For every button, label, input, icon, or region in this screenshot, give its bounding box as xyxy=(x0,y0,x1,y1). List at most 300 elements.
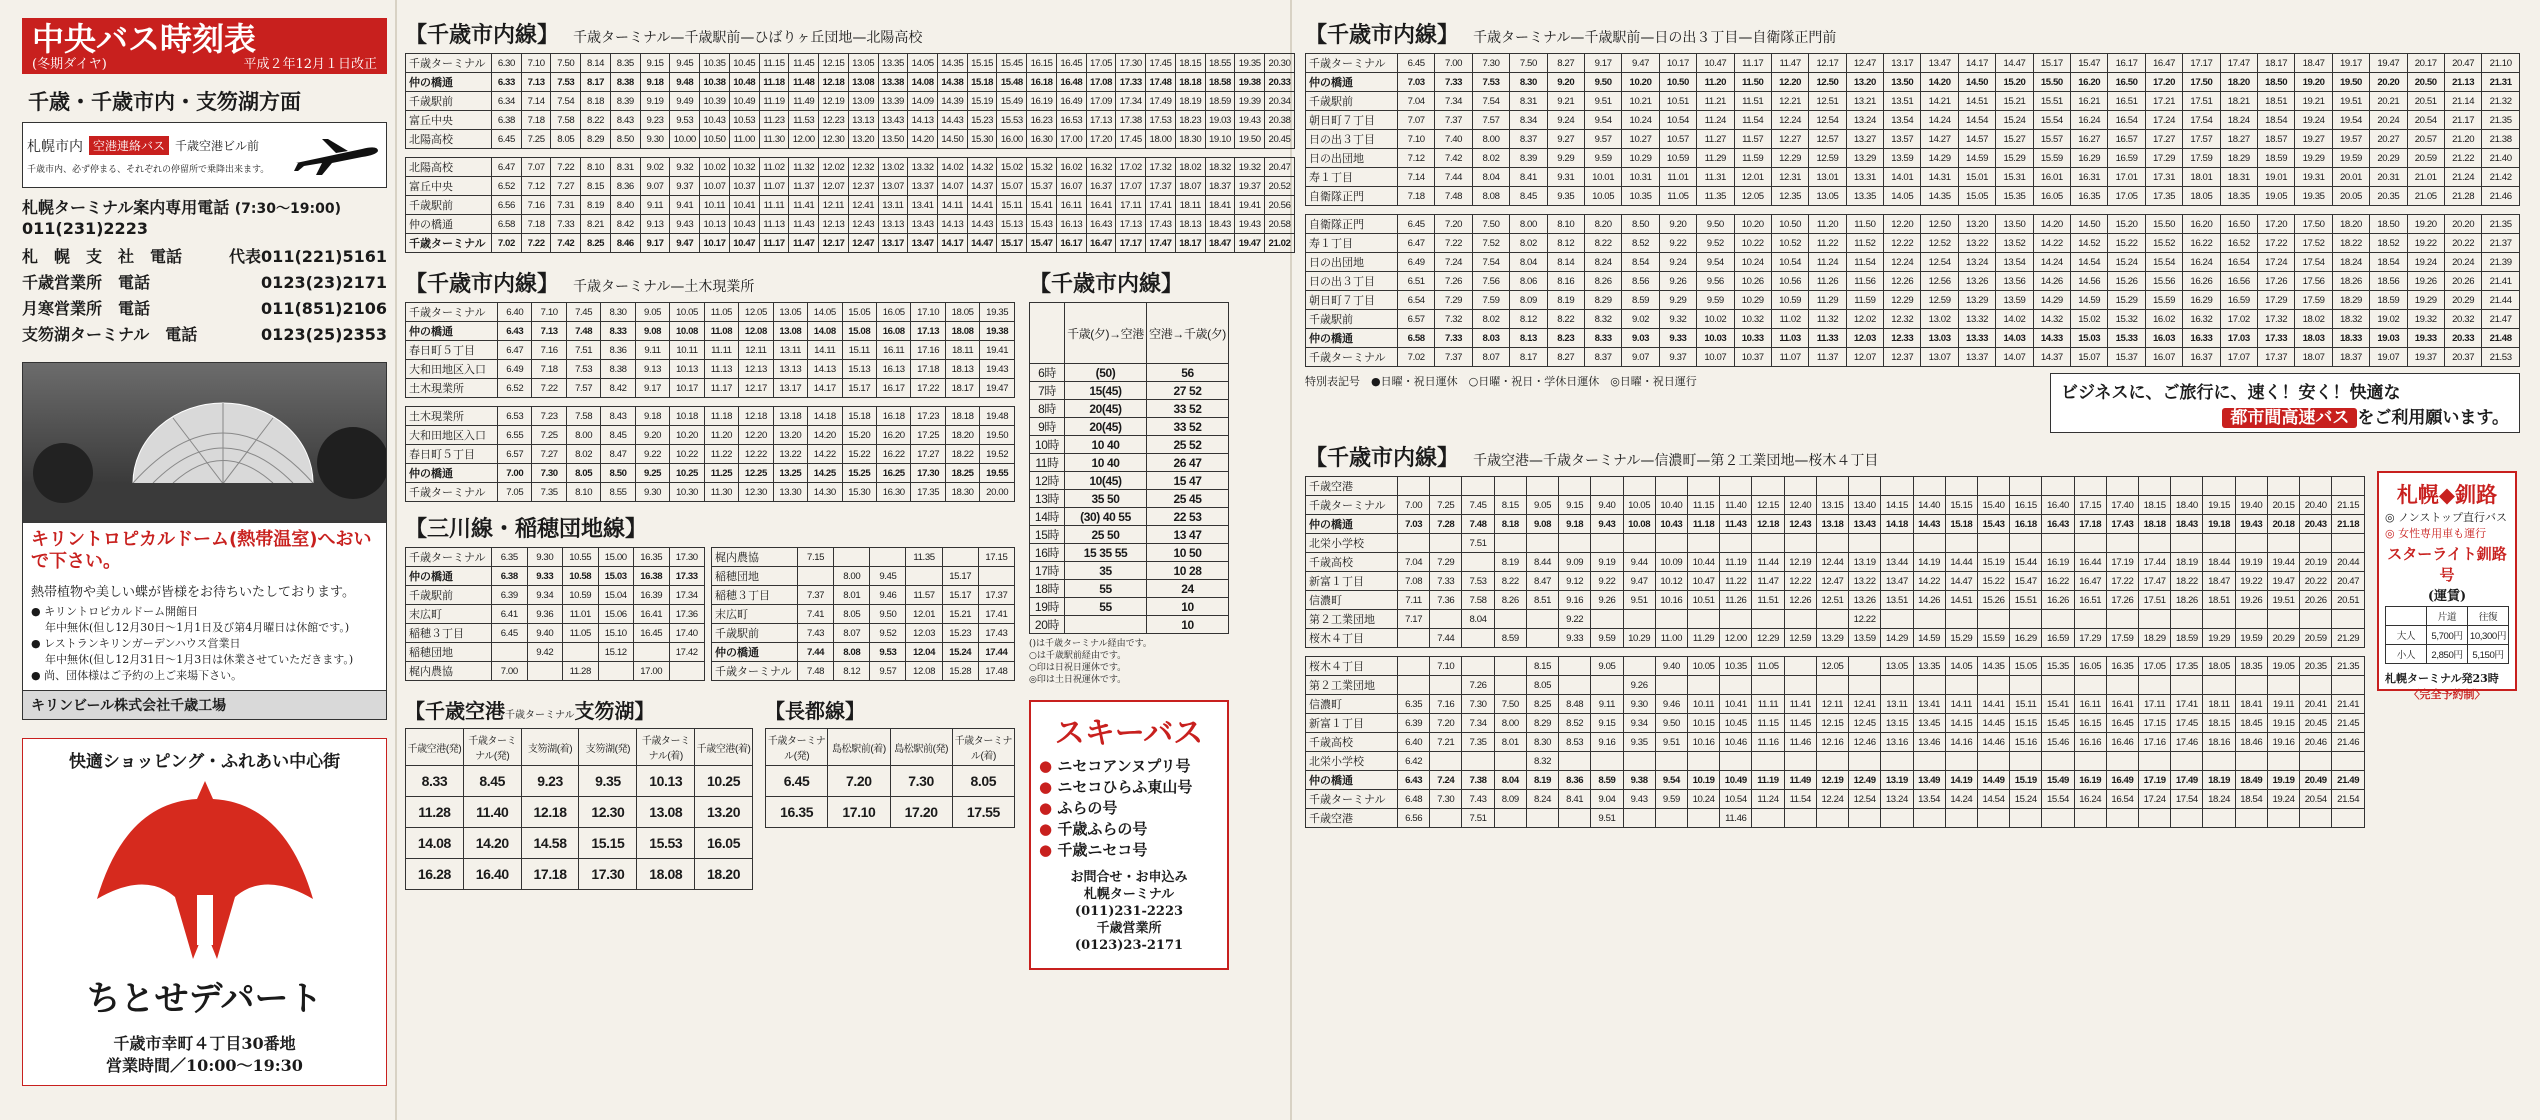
time-cell: 11.50 xyxy=(1846,215,1883,234)
hour-cell: 17時 xyxy=(1030,562,1065,580)
time-cell: 10.43 xyxy=(729,215,759,234)
table-row xyxy=(406,548,705,567)
time-cell: 8.22 xyxy=(1494,572,1526,591)
time-cell: 19.43 xyxy=(2235,515,2267,534)
dept-address: 千歳市幸町４丁目30番地 xyxy=(113,1034,296,1053)
time-cell: 16.29 xyxy=(2071,149,2108,168)
time-cell: 8.33 xyxy=(406,766,464,797)
time-cell: 15.54 xyxy=(2042,790,2074,809)
station-name: 千歳ターミナル xyxy=(406,54,492,73)
time-cell: 17.59 xyxy=(2295,291,2332,310)
time-cell: 6.45 xyxy=(492,624,528,643)
time-cell: 17.43 xyxy=(1146,215,1176,234)
table-row xyxy=(1306,215,2520,234)
time-cell: 9.42 xyxy=(527,643,563,662)
time-cell: 11.13 xyxy=(759,215,789,234)
time-cell: 15.37 xyxy=(2108,348,2145,367)
time-cell: 15.27 xyxy=(1996,130,2033,149)
time-cell: 18.20 xyxy=(695,859,753,890)
time-cell: 8.33 xyxy=(601,322,635,341)
time-cell: 19.37 xyxy=(1235,177,1265,196)
time-cell: 11.37 xyxy=(789,177,819,196)
time-cell: 17.44 xyxy=(978,643,1014,662)
dept-logo-icon xyxy=(85,779,325,969)
time-cell: 20.59 xyxy=(2407,149,2444,168)
station-name: 朝日町７丁目 xyxy=(1306,111,1398,130)
time-cell: 15.17 xyxy=(942,567,978,586)
time-cell: 18.47 xyxy=(1205,234,1235,253)
time-cell: 11.46 xyxy=(1784,733,1816,752)
time-cell: 9.49 xyxy=(670,92,700,111)
time-cell xyxy=(1881,610,1913,629)
time-cell xyxy=(2235,809,2267,828)
time-cell: 6.40 xyxy=(1398,733,1430,752)
time-cell: 14.32 xyxy=(2033,310,2070,329)
time-cell: 13.24 xyxy=(1846,111,1883,130)
time-cell xyxy=(2074,809,2106,828)
station-name: 日の出団地 xyxy=(1306,149,1398,168)
time-cell: 17.59 xyxy=(2183,149,2220,168)
ski-item: ● ふらの号 xyxy=(1039,799,1118,817)
time-cell: 16.37 xyxy=(1086,177,1116,196)
time-cell: 15.21 xyxy=(942,605,978,624)
time-cell xyxy=(834,548,870,567)
time-cell: 7.50 xyxy=(1494,695,1526,714)
time-cell: 8.34 xyxy=(1510,111,1547,130)
time-cell: 7.51 xyxy=(1462,809,1494,828)
time-cell: 6.45 xyxy=(492,130,522,149)
time-cell: 9.21 xyxy=(1547,92,1584,111)
time-cell: 8.32 xyxy=(1584,310,1621,329)
time-cell: 20.31 xyxy=(2370,168,2407,187)
time-cell: 18.16 xyxy=(2203,733,2235,752)
kirin-headline: キリントロピカルドーム(熱帯温室)へおいで下さい。 xyxy=(31,529,372,572)
time-cell: 14.24 xyxy=(2033,253,2070,272)
time-cell: 10.48 xyxy=(729,73,759,92)
minute-cell: 10(45) xyxy=(1065,472,1147,490)
time-cell: 14.17 xyxy=(808,379,842,398)
time-cell: 7.29 xyxy=(1435,291,1472,310)
time-cell: 17.31 xyxy=(2145,168,2182,187)
timetable-s4 xyxy=(405,728,753,890)
time-cell: 9.34 xyxy=(527,586,563,605)
time-cell: 17.37 xyxy=(1146,177,1176,196)
table-row xyxy=(1306,790,2365,809)
ski-contact-line: 千歳営業所 xyxy=(1096,921,1162,936)
time-cell: 16.17 xyxy=(2108,54,2145,73)
time-cell: 18.59 xyxy=(2257,149,2294,168)
time-cell: 16.52 xyxy=(2220,234,2257,253)
time-cell: 14.50 xyxy=(938,130,968,149)
time-cell: 17.22 xyxy=(2257,234,2294,253)
timetable-s8 xyxy=(1305,476,2365,648)
station-name: 千歳高校 xyxy=(1306,733,1398,752)
time-cell: 11.02 xyxy=(759,158,789,177)
column-header: 千歳ターミナル(着) xyxy=(952,729,1014,766)
time-cell: 8.40 xyxy=(610,196,640,215)
time-cell: 8.30 xyxy=(1526,733,1558,752)
time-cell: 12.26 xyxy=(1784,591,1816,610)
time-cell xyxy=(1720,752,1752,771)
time-cell: 13.25 xyxy=(773,464,807,483)
time-cell: 20.57 xyxy=(2407,130,2444,149)
section-dest: 支笏湖】 xyxy=(574,699,655,723)
time-cell: 14.02 xyxy=(938,158,968,177)
ski-title: スキーバス xyxy=(1054,716,1204,751)
time-cell: 10.26 xyxy=(1734,272,1771,291)
time-cell: 13.47 xyxy=(1921,54,1958,73)
time-cell: 13.11 xyxy=(878,196,908,215)
time-cell: 19.24 xyxy=(2407,253,2444,272)
time-cell: 6.40 xyxy=(498,303,532,322)
time-cell: 20.20 xyxy=(2444,215,2481,234)
time-cell: 16.31 xyxy=(2071,168,2108,187)
time-cell: 11.26 xyxy=(1809,272,1846,291)
time-cell: 21.41 xyxy=(2482,272,2520,291)
time-cell: 19.32 xyxy=(1235,158,1265,177)
time-cell: 10.51 xyxy=(1687,591,1719,610)
time-cell xyxy=(2235,610,2267,629)
time-cell: 13.07 xyxy=(1921,348,1958,367)
time-cell: 15.07 xyxy=(997,177,1027,196)
time-cell xyxy=(1430,477,1462,496)
time-cell: 11.19 xyxy=(1752,771,1784,790)
time-cell: 9.40 xyxy=(1591,496,1623,515)
time-cell: 7.10 xyxy=(532,303,566,322)
time-cell: 13.11 xyxy=(1881,695,1913,714)
time-cell xyxy=(2074,477,2106,496)
time-cell: 11.16 xyxy=(1752,733,1784,752)
time-cell xyxy=(2106,534,2138,553)
time-cell: 16.00 xyxy=(997,130,1027,149)
time-cell: 6.45 xyxy=(1398,54,1435,73)
time-cell: 8.42 xyxy=(610,215,640,234)
kirin-bullets xyxy=(31,604,378,684)
time-cell: 20.35 xyxy=(2370,187,2407,206)
time-cell: 8.00 xyxy=(834,567,870,586)
time-cell: 11.52 xyxy=(1846,234,1883,253)
route-box-origin: 札幌市内 xyxy=(27,138,83,155)
time-cell: 20.26 xyxy=(2444,272,2481,291)
time-cell: 10.19 xyxy=(1687,771,1719,790)
time-cell: 11.57 xyxy=(906,586,942,605)
time-cell: 9.32 xyxy=(670,158,700,177)
timetable-s7-return xyxy=(1305,214,2520,367)
time-cell: 13.07 xyxy=(878,177,908,196)
time-cell: 15.15 xyxy=(2010,714,2042,733)
time-cell: 14.05 xyxy=(1884,187,1921,206)
time-cell: 17.53 xyxy=(1146,111,1176,130)
table-row xyxy=(406,662,705,681)
station-name: 稲穂団地 xyxy=(406,643,492,662)
time-cell: 12.05 xyxy=(1816,657,1848,676)
time-cell: 18.21 xyxy=(2220,92,2257,111)
time-cell: 17.30 xyxy=(669,548,705,567)
time-cell: 13.54 xyxy=(1913,790,1945,809)
hour-cell: 20時 xyxy=(1030,616,1065,634)
time-cell: 17.47 xyxy=(1146,234,1176,253)
time-cell: 10.50 xyxy=(1659,73,1696,92)
time-cell: 10.35 xyxy=(1622,187,1659,206)
time-cell xyxy=(1559,534,1591,553)
time-cell: 18.52 xyxy=(2370,234,2407,253)
station-name: 新富１丁目 xyxy=(1306,572,1398,591)
time-cell: 16.35 xyxy=(2071,187,2108,206)
fare-cell: 10,300円 xyxy=(2468,626,2509,645)
time-cell: 12.20 xyxy=(739,426,773,445)
time-cell: 16.21 xyxy=(2071,92,2108,111)
note-line: ◎印は土日祝運休です。 xyxy=(1029,675,1127,685)
time-cell: 12.03 xyxy=(906,624,942,643)
time-cell: 7.33 xyxy=(1430,572,1462,591)
kirin-bullet: ● キリントロピカルドーム開館日 xyxy=(31,605,199,618)
time-cell: 11.32 xyxy=(789,158,819,177)
time-cell: 13.20 xyxy=(1846,73,1883,92)
table-row xyxy=(1306,733,2365,752)
time-cell: 17.30 xyxy=(579,859,637,890)
time-cell xyxy=(2235,752,2267,771)
time-cell: 21.24 xyxy=(2444,168,2481,187)
ski-contact-line: (0123)23-2171 xyxy=(1074,938,1184,953)
table-row xyxy=(1306,534,2365,553)
ski-item-text: 千歳ふらの号 xyxy=(1057,820,1148,838)
table-row xyxy=(1306,187,2520,206)
time-cell: 12.41 xyxy=(848,196,878,215)
time-cell: 9.04 xyxy=(1591,790,1623,809)
kirin-bullet-text: 年中無休(但し12月30日〜1月1日及び第4月曜日は休館です。) xyxy=(45,621,350,634)
time-cell: 17.17 xyxy=(2183,54,2220,73)
time-cell: 9.54 xyxy=(1697,253,1734,272)
time-cell: 16.13 xyxy=(876,360,910,379)
time-cell: 15.21 xyxy=(1996,92,2033,111)
station-name: 仲の橋通 xyxy=(406,464,498,483)
time-cell xyxy=(2106,477,2138,496)
time-cell: 12.07 xyxy=(1846,348,1883,367)
time-cell: 7.45 xyxy=(566,303,600,322)
time-cell xyxy=(2203,752,2235,771)
table-row xyxy=(1306,572,2365,591)
time-cell: 17.30 xyxy=(911,464,945,483)
time-cell: 17.29 xyxy=(2257,291,2294,310)
time-cell: 14.46 xyxy=(1977,733,2009,752)
station-name: 千歳ターミナル xyxy=(406,483,498,502)
time-cell: 18.15 xyxy=(1175,54,1205,73)
time-cell: 9.20 xyxy=(635,426,669,445)
time-cell: 13.18 xyxy=(1816,515,1848,534)
time-cell: 15.48 xyxy=(997,73,1027,92)
station-name: 千歳駅前 xyxy=(406,92,492,111)
time-cell: 13.27 xyxy=(1846,130,1883,149)
time-cell: 17.20 xyxy=(2257,215,2294,234)
time-cell: 13.08 xyxy=(773,322,807,341)
time-cell: 12.30 xyxy=(579,797,637,828)
time-cell: 8.56 xyxy=(1622,272,1659,291)
time-cell: 21.53 xyxy=(2482,348,2520,367)
hour-cell: 10時 xyxy=(1030,436,1065,454)
time-cell: 9.40 xyxy=(527,624,563,643)
time-cell: 10.22 xyxy=(670,445,704,464)
time-cell: 14.33 xyxy=(2033,329,2070,348)
time-cell: 17.24 xyxy=(2139,790,2171,809)
time-cell: 19.05 xyxy=(2267,657,2299,676)
time-cell: 19.43 xyxy=(1235,111,1265,130)
time-cell xyxy=(1784,477,1816,496)
time-cell: 15.04 xyxy=(598,586,634,605)
time-cell: 17.38 xyxy=(1116,111,1146,130)
time-cell: 12.44 xyxy=(1816,553,1848,572)
time-cell: 9.57 xyxy=(870,662,906,681)
time-cell xyxy=(1462,553,1494,572)
time-cell: 11.29 xyxy=(1697,149,1734,168)
time-cell: 16.05 xyxy=(876,303,910,322)
time-cell: 16.54 xyxy=(2220,253,2257,272)
minute-cell: 13 47 xyxy=(1147,526,1229,544)
time-cell: 15.17 xyxy=(2033,54,2070,73)
time-cell: 17.54 xyxy=(2295,253,2332,272)
time-cell: 12.02 xyxy=(819,158,849,177)
time-cell: 17.40 xyxy=(669,624,705,643)
time-cell: 16.47 xyxy=(2145,54,2182,73)
time-cell: 17.17 xyxy=(1116,234,1146,253)
time-cell: 11.35 xyxy=(1697,187,1734,206)
time-cell: 12.20 xyxy=(1884,215,1921,234)
time-cell: 10.20 xyxy=(1622,73,1659,92)
time-cell: 14.07 xyxy=(938,177,968,196)
time-cell xyxy=(2235,477,2267,496)
time-cell: 9.20 xyxy=(1547,73,1584,92)
time-cell xyxy=(1945,610,1977,629)
ski-contact-line: 札幌ターミナル xyxy=(1083,887,1175,902)
station-name: 土木現業所 xyxy=(406,407,498,426)
section-route: 千歳ターミナル—土木現業所 xyxy=(573,279,755,295)
time-cell: 16.50 xyxy=(2220,215,2257,234)
table-row xyxy=(406,624,705,643)
time-cell: 17.35 xyxy=(911,483,945,502)
time-cell: 13.13 xyxy=(773,360,807,379)
kirin-bullet-text: 年中無休(但し12月31日〜1月3日は休業させていただきます。) xyxy=(45,653,354,666)
table-row xyxy=(1306,168,2520,187)
time-cell: 7.37 xyxy=(1435,111,1472,130)
time-cell xyxy=(1816,610,1848,629)
time-cell: 20.21 xyxy=(2370,92,2407,111)
time-cell xyxy=(2300,752,2332,771)
time-cell: 18.37 xyxy=(2332,348,2369,367)
time-cell: 13.50 xyxy=(878,130,908,149)
time-cell: 8.50 xyxy=(1622,215,1659,234)
hour-cell: 18時 xyxy=(1030,580,1065,598)
time-cell: 13.45 xyxy=(1913,714,1945,733)
time-cell: 16.01 xyxy=(2033,168,2070,187)
contact-label: 札幌ターミナル案内専用電話 xyxy=(22,198,230,217)
time-cell: 19.50 xyxy=(1235,130,1265,149)
time-cell: 11.18 xyxy=(704,407,738,426)
time-cell xyxy=(1623,534,1655,553)
time-cell: 16.16 xyxy=(2074,733,2106,752)
time-cell: 18.22 xyxy=(2332,234,2369,253)
time-cell: 13.47 xyxy=(1881,572,1913,591)
time-cell: 21.54 xyxy=(2332,790,2365,809)
time-cell: 9.18 xyxy=(1559,515,1591,534)
time-cell xyxy=(1784,676,1816,695)
time-cell: 12.13 xyxy=(819,215,849,234)
time-cell: 15.29 xyxy=(1996,149,2033,168)
time-cell: 13.59 xyxy=(1849,629,1881,648)
section-route: 千歳空港—千歳ターミナル—信濃町—第２工業団地—桜木４丁目 xyxy=(1473,453,1879,469)
time-cell xyxy=(1977,752,2009,771)
minute-cell: 33 52 xyxy=(1147,400,1229,418)
time-cell: 20.47 xyxy=(2444,54,2481,73)
time-cell xyxy=(1655,809,1687,828)
time-cell: 21.18 xyxy=(2332,515,2365,534)
time-cell xyxy=(1494,534,1526,553)
section-title: 【長都線】 xyxy=(765,699,865,723)
station-name: 大和田地区入口 xyxy=(406,426,498,445)
time-cell: 12.52 xyxy=(1921,234,1958,253)
time-cell: 8.27 xyxy=(1547,54,1584,73)
note-line: ()は千歳ターミナル経由です。 xyxy=(1029,639,1152,649)
time-cell xyxy=(1623,657,1655,676)
time-cell: 21.14 xyxy=(2444,92,2481,111)
time-cell: 20.37 xyxy=(2444,348,2481,367)
ski-item-text: ふらの号 xyxy=(1057,799,1118,817)
time-cell: 18.24 xyxy=(2203,790,2235,809)
time-cell: 16.26 xyxy=(2183,272,2220,291)
time-cell xyxy=(2139,752,2171,771)
time-cell: 19.18 xyxy=(2203,515,2235,534)
contact-phone: 0123(25)2353 xyxy=(261,325,387,344)
time-cell xyxy=(2332,610,2365,629)
time-cell: 16.35 xyxy=(634,548,670,567)
time-cell: 14.20 xyxy=(808,426,842,445)
time-cell: 14.05 xyxy=(1945,657,1977,676)
time-cell: 11.54 xyxy=(1784,790,1816,809)
table-row xyxy=(1306,657,2365,676)
time-cell: 12.05 xyxy=(1734,187,1771,206)
time-cell xyxy=(1849,752,1881,771)
time-cell: 19.15 xyxy=(2267,714,2299,733)
time-cell: 14.37 xyxy=(2033,348,2070,367)
time-cell: 12.29 xyxy=(1884,291,1921,310)
time-cell xyxy=(1494,676,1526,695)
table-row xyxy=(1306,329,2520,348)
table-row xyxy=(1306,348,2520,367)
time-cell: 7.08 xyxy=(1398,572,1430,591)
time-cell: 15.22 xyxy=(1977,572,2009,591)
ski-item-text: ニセコひらふ東山号 xyxy=(1057,778,1193,796)
time-cell: 16.46 xyxy=(2106,733,2138,752)
station-name: 自衛隊正門 xyxy=(1306,215,1398,234)
time-cell: 16.35 xyxy=(2106,657,2138,676)
time-cell: 7.48 xyxy=(566,322,600,341)
time-cell: 10.40 xyxy=(1655,496,1687,515)
time-cell: 8.35 xyxy=(610,54,640,73)
time-cell: 8.19 xyxy=(1494,553,1526,572)
time-cell: 6.43 xyxy=(498,322,532,341)
time-cell: 8.32 xyxy=(1526,752,1558,771)
time-cell: 8.50 xyxy=(610,130,640,149)
time-cell xyxy=(1494,809,1526,828)
time-cell: 11.59 xyxy=(1846,291,1883,310)
time-cell: 7.04 xyxy=(1398,92,1435,111)
time-cell: 19.21 xyxy=(2295,92,2332,111)
time-cell: 8.38 xyxy=(601,360,635,379)
time-cell: 18.58 xyxy=(1205,73,1235,92)
time-cell: 11.11 xyxy=(704,341,738,360)
kushiro-title: 札幌◆釧路 xyxy=(2396,483,2498,507)
time-cell: 13.05 xyxy=(773,303,807,322)
time-cell: 18.57 xyxy=(2257,130,2294,149)
time-cell: 7.00 xyxy=(492,662,528,681)
